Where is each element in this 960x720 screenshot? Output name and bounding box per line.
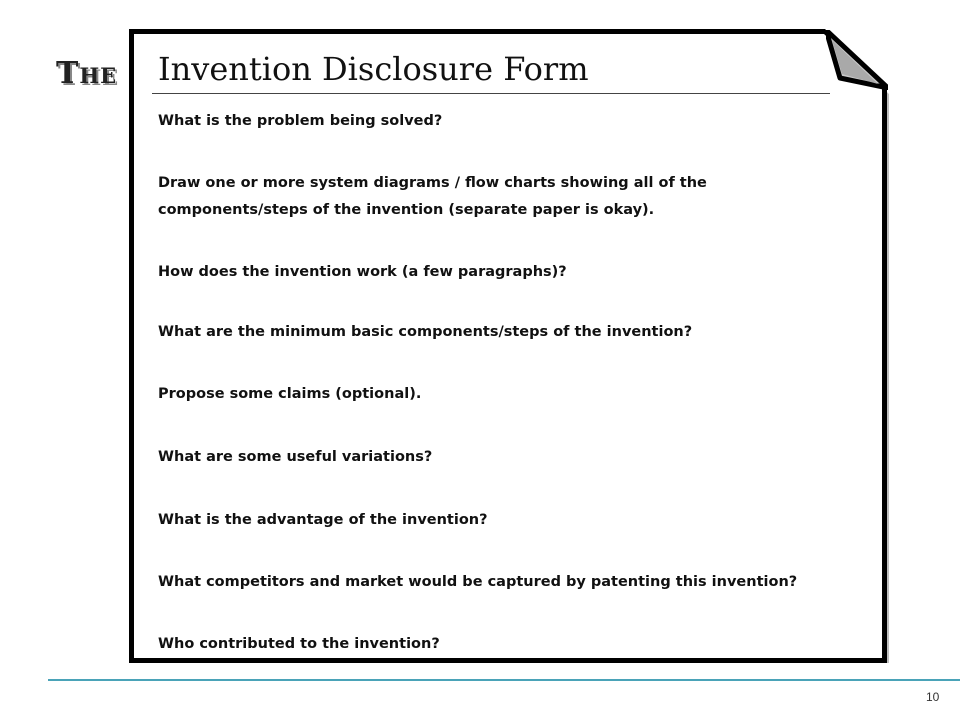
question-claims: Propose some claims (optional).	[158, 386, 422, 402]
question-how-it-works: How does the invention work (a few paragraphs)?	[158, 264, 567, 280]
page-number: 10	[926, 690, 940, 704]
question-problem: What is the problem being solved?	[158, 113, 443, 129]
question-contributors: Who contributed to the invention?	[158, 636, 440, 652]
question-variations: What are some useful variations?	[158, 449, 433, 465]
page-curl-icon	[826, 30, 888, 90]
question-advantage: What is the advantage of the invention?	[158, 512, 488, 528]
question-diagrams-line2: components/steps of the invention (separate paper is okay).	[158, 202, 655, 218]
slide-title: The	[56, 56, 118, 91]
question-diagrams-line1: Draw one or more system diagrams / flow charts showing all of the	[158, 175, 707, 191]
footer-divider	[48, 679, 960, 681]
title-divider	[152, 93, 830, 94]
question-competitors: What competitors and market would be captured by patenting this invention?	[158, 574, 798, 590]
form-title: Invention Disclosure Form	[158, 50, 589, 88]
question-minimum-components: What are the minimum basic components/steps of the invention?	[158, 324, 693, 340]
